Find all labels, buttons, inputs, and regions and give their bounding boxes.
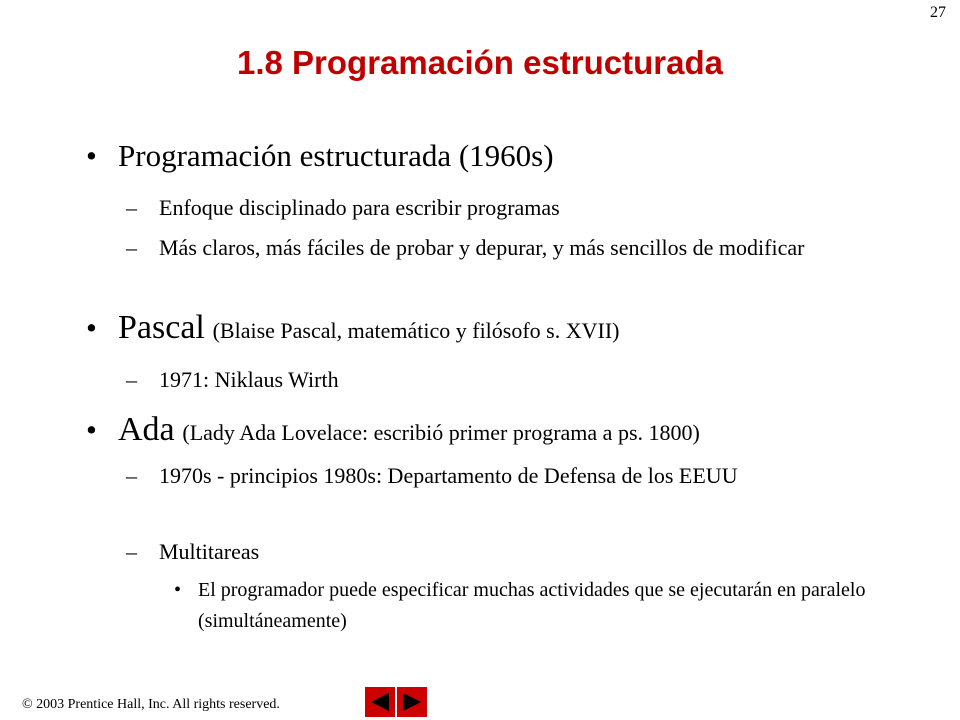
bullet-dot-icon: • <box>86 412 97 447</box>
sub-bullet-text: 1971: Niklaus Wirth <box>159 367 339 392</box>
sub-bullet-text: 1970s - principios 1980s: Departamento de Defensa de los EEUU <box>159 463 738 488</box>
bullet-pascal <box>86 309 620 350</box>
sub-bullet-text: Enfoque disciplinado para escribir programas <box>159 195 560 220</box>
slide-title: 1.8 Programación estructurada <box>236 44 723 81</box>
left-triangle-icon <box>365 687 395 717</box>
sub-bullet-text: Más claros, más fáciles de probar y depurar, y más sencillos de modificar <box>159 235 805 260</box>
bullet-dot-icon: • <box>86 310 97 345</box>
bullet-note: (Blaise Pascal, matemático y filósofo s. XVII) <box>212 318 620 343</box>
bullet-label: Pascal <box>118 309 205 346</box>
bullet-label: Programación estructurada (1960s) <box>118 138 554 173</box>
copyright-footer <box>22 697 280 713</box>
sub-sub-bullet-text: El programador puede especificar muchas actividades que se ejecutarán en paralelo (simultáneamente) <box>198 579 866 632</box>
previous-slide-button[interactable] <box>365 687 395 717</box>
next-slide-button[interactable] <box>397 687 427 717</box>
sub-bullet-text: Multitareas <box>159 539 260 564</box>
sub-bullet: – Más claros, más fáciles de probar y depurar, y más sencillos de modificar <box>126 230 886 266</box>
bullet-structured-programming <box>86 137 554 175</box>
sub-bullet: – Multitareas <box>126 534 886 570</box>
bullet-label: Ada <box>118 411 175 448</box>
copyright-text: 2003 Prentice Hall, Inc. All rights reserved. <box>36 697 280 712</box>
page-number: 27 <box>930 4 946 21</box>
bullet-ada <box>86 411 700 452</box>
slide-navigation <box>365 687 427 717</box>
sub-bullet: – Enfoque disciplinado para escribir programas <box>126 190 886 226</box>
bullet-dot-icon: • <box>86 138 97 173</box>
sub-bullet: – 1971: Niklaus Wirth <box>126 362 886 398</box>
right-triangle-icon <box>397 687 427 717</box>
sub-bullet: – 1970s - principios 1980s: Departamento de Defensa de los EEUU <box>126 458 886 494</box>
bullet-note: (Lady Ada Lovelace: escribió primer programa a ps. 1800) <box>182 420 700 445</box>
copyright-icon: © <box>22 697 33 712</box>
sub-sub-bullet: • El programador puede especificar muchas actividades que se ejecutarán en paralelo (simultáneamente) <box>174 575 894 637</box>
